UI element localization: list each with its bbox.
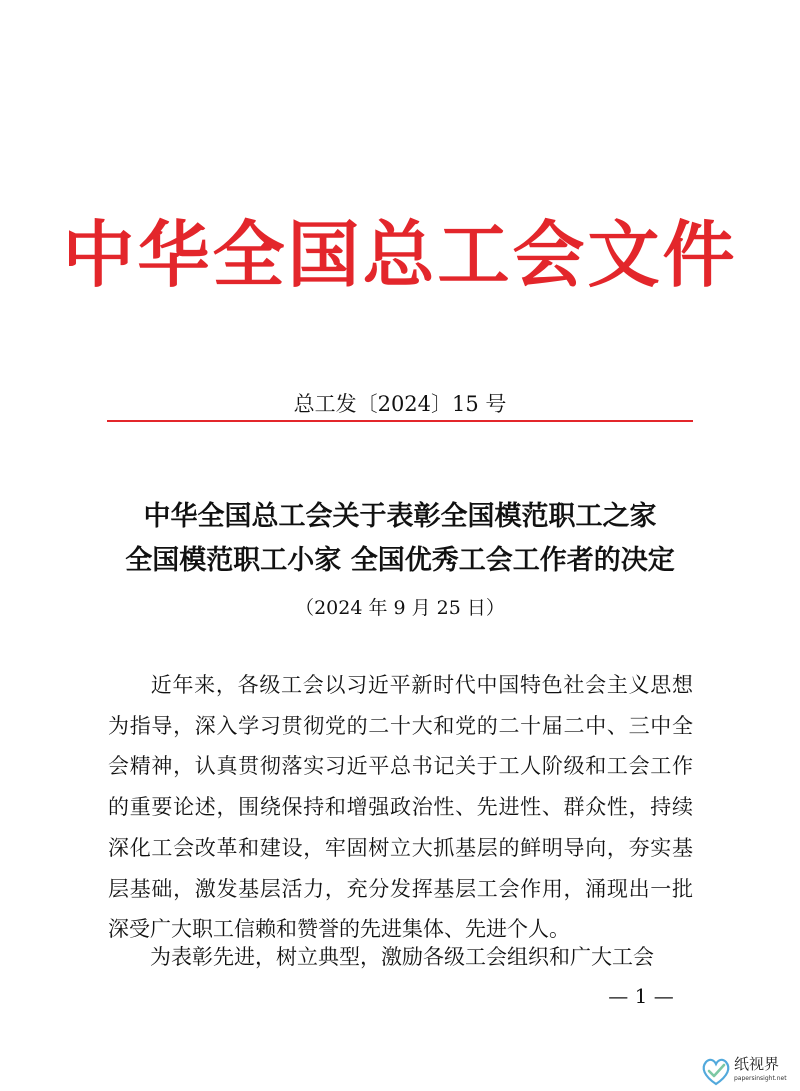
document-header-title: 中华全国总工会文件	[62, 213, 738, 297]
body-paragraph-2-text: 为表彰先进，树立典型，激励各级工会组织和广大工会	[150, 945, 654, 969]
watermark-url: papersinsight.net	[734, 1075, 787, 1082]
page-number: — 1 —	[608, 984, 674, 1008]
document-number: 总工发〔2024〕15 号	[293, 392, 507, 416]
decision-date: （2024 年 9 月 25 日）	[295, 597, 505, 619]
heart-check-icon	[700, 1055, 732, 1087]
watermark	[700, 1053, 798, 1089]
body-paragraph-1-text: 近年来，各级工会以习近平新时代中国特色社会主义思想为指导，深入学习贯彻党的二十大和党的二十届二中、三中全会精神，认真贯彻落实习近平总书记关于工人阶级和工会工作的重要论述，围绕保持和增强政治性、先进性、群众性，持续深化工会改革和建设，牢固树立大抓基层的鲜明导向，夯实基层基础，激发基层活力，充分发挥基层工会作用，涌现出一批深受广大职工信赖和赞誉的先进集体、先进个人。	[108, 673, 693, 942]
body-paragraph-1	[108, 665, 693, 950]
body-paragraph-2	[108, 937, 693, 978]
watermark-text: 纸视界	[734, 1055, 780, 1073]
decision-title-line-1: 中华全国总工会关于表彰全国模范职工之家	[143, 501, 657, 532]
decision-title-line-2: 全国模范职工小家 全国优秀工会工作者的决定	[125, 545, 675, 576]
red-separator-line	[107, 420, 693, 422]
